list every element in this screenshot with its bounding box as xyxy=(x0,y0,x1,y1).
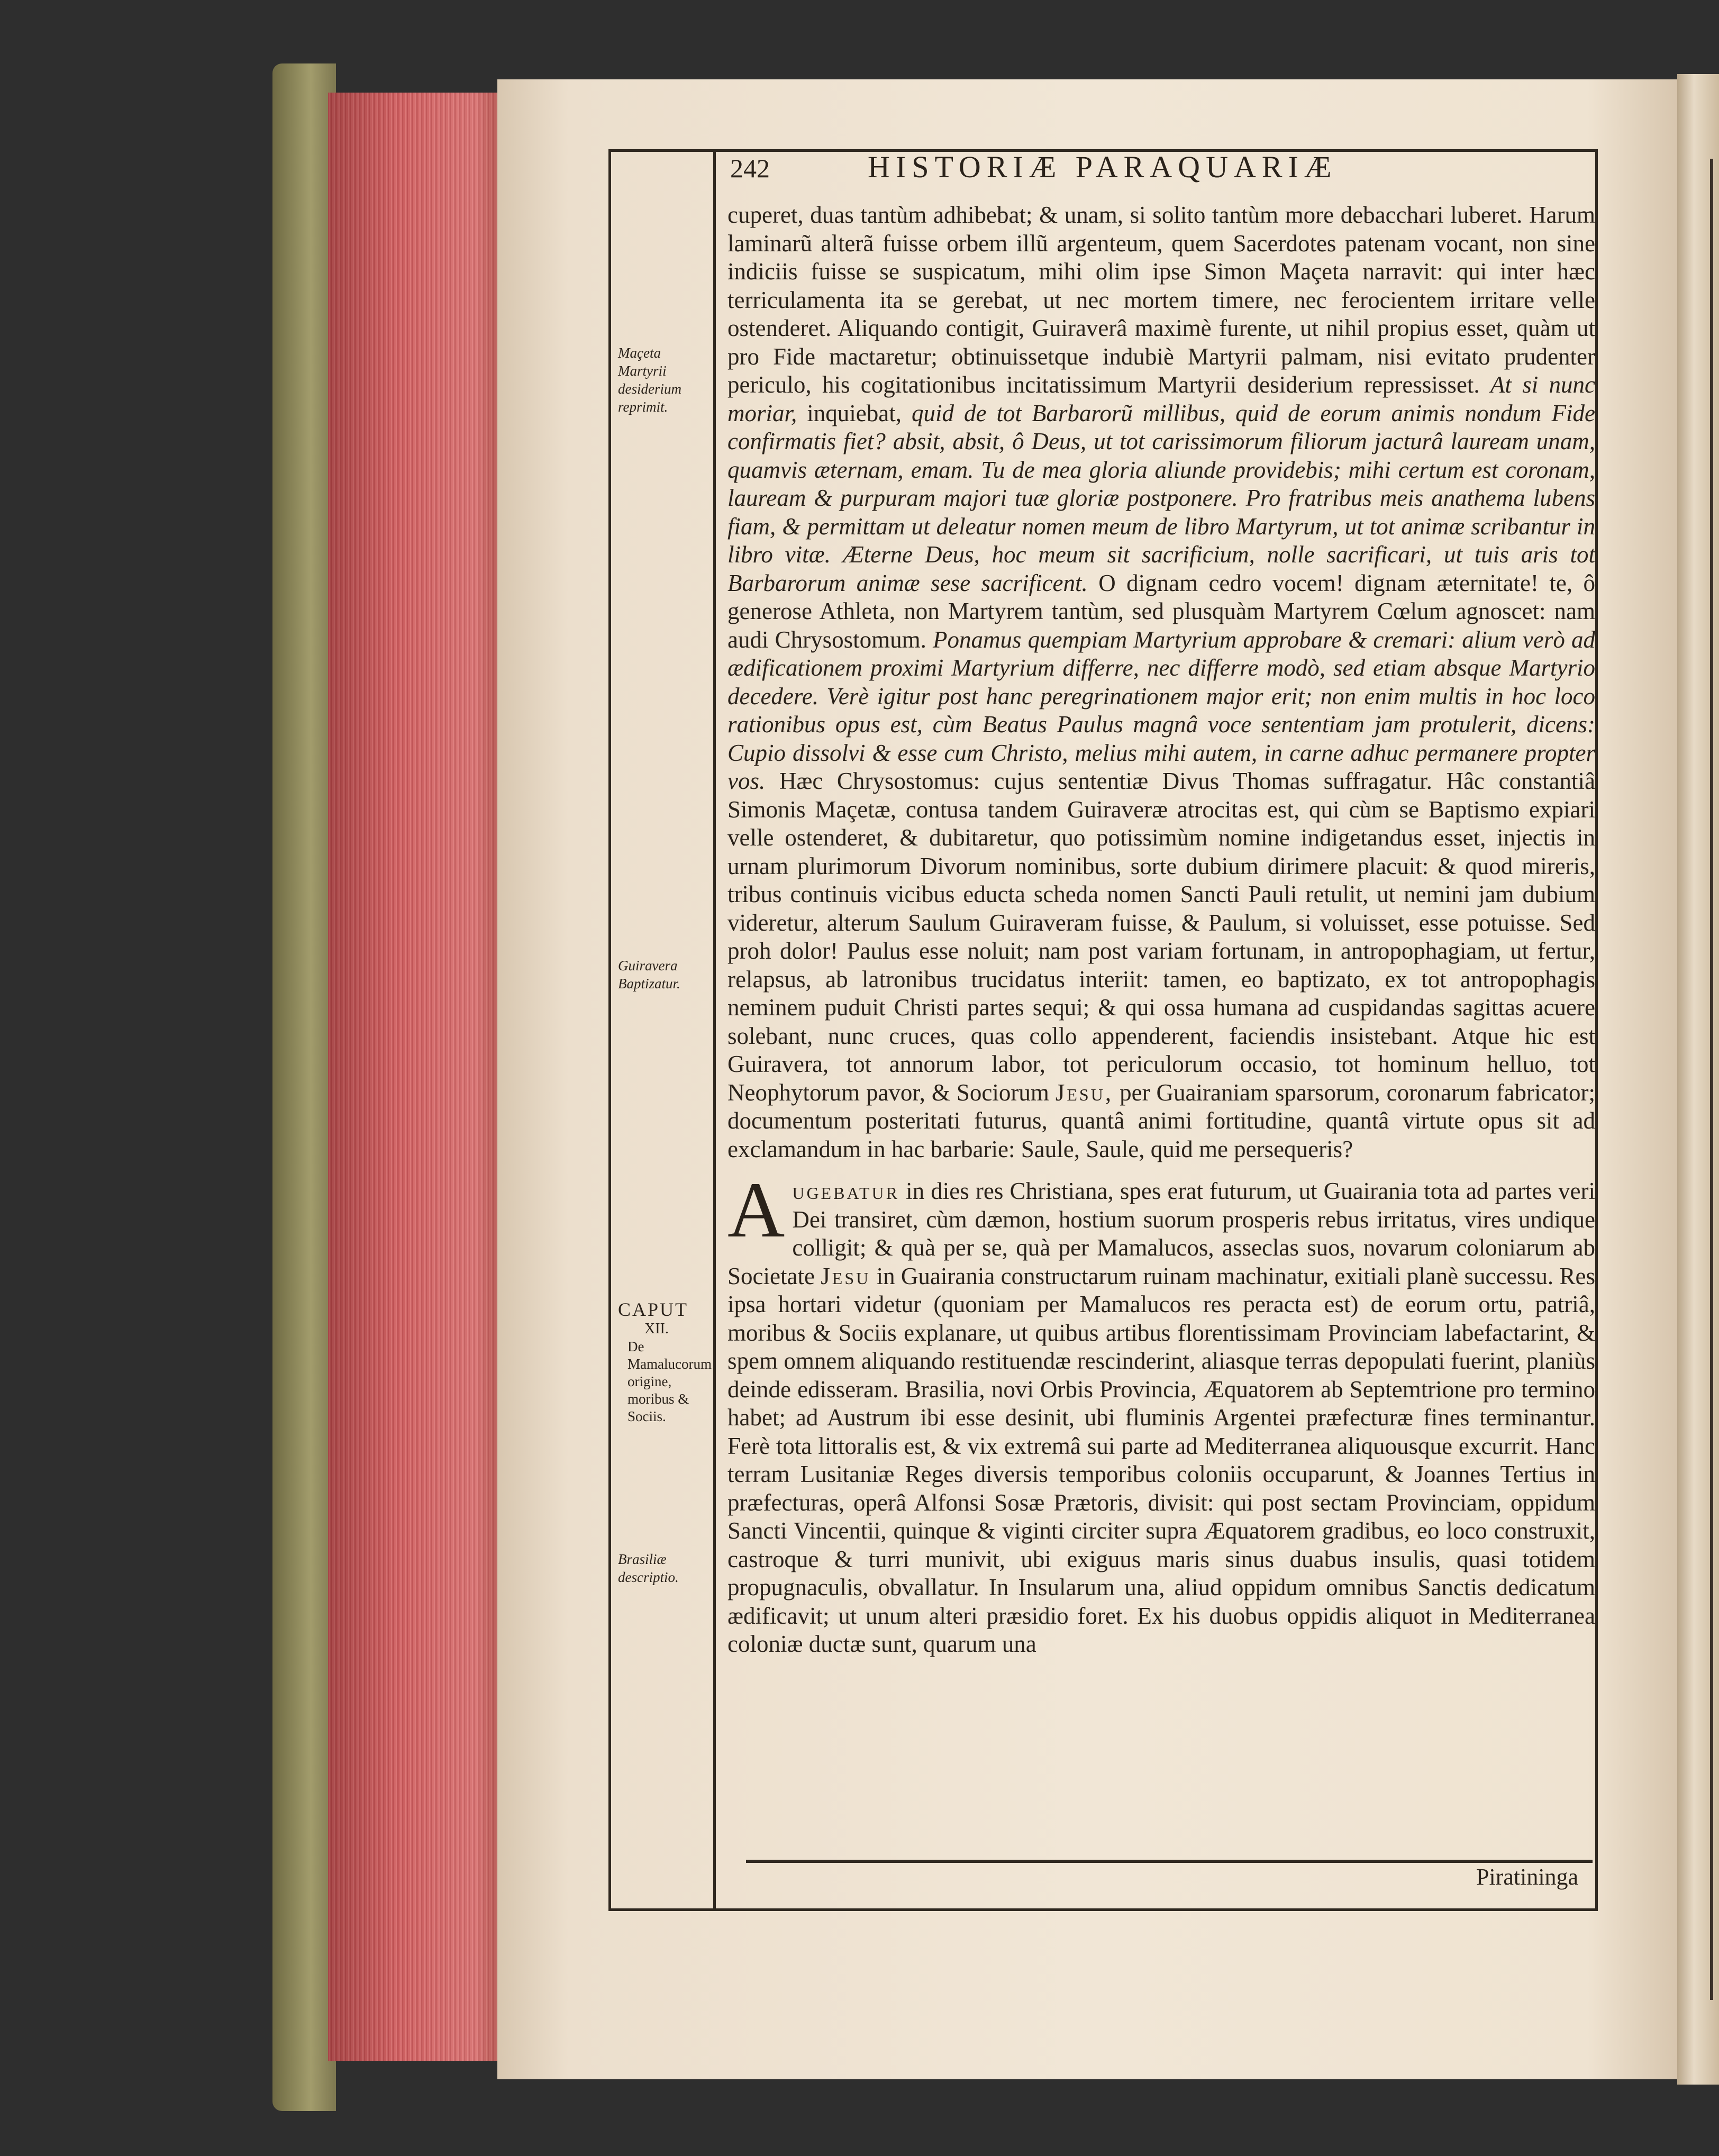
text-run: Hæc Chrysostomus: cujus sententiæ Divus Thomas suffragatur. Hâc constantiâ Simonis Maçetæ, contusa tandem Guiraveræ atrocitas est, qui cùm se Baptismo expiari velle ostenderet, & dubitaretur, quo potissimùm nomine indigetandus esset, injectis in urnam plurimorum Divorum nominibus, sorte dubium dirimere placuit: & quod mireris, tribus continuis vicibus educta scheda nomen Sancti Pauli retulit, ut nemini jam dubium videretur, alterum Saulum Guiraveram fuisse, & Paulum, si voluisset, esse potuisse. Sed proh dolor! Paulus esse noluit; nam post variam fortunam, in antropophagiam, ut fertur, relapsus, ab latronibus trucidatus interiit: tamen, eo baptizato, ex tot antropophagis neminem puduit Christi partes sequi; & qui ossa humana ad cuspidandas sagittas acuere solebant, nunc cruces, quas collo appenderent, faciendis insistebant. Atque hic est Guiravera, tot annorum labor, tot periculorum occasio, tot hominum helluo, tot Neophytorum pavor, & Sociorum xyxy=(727,768,1595,1106)
paragraph-1 xyxy=(727,201,1595,1163)
chapter-number: XII. xyxy=(644,1321,669,1337)
page-edges-shade xyxy=(328,93,503,2061)
text-run: in dies res Christiana, spes erat futurum, ut Guairania tota ad partes veri Dei transiret, cùm dæmon, hostium suorum prosperis rebus irritatus, vires undique colligit; & quà per se, quà per Mamalucos, asseclas suos, novarum coloniarum ab Societate xyxy=(727,1178,1596,1289)
chapter-heading: CAPUT xyxy=(618,1299,689,1320)
body-text xyxy=(727,201,1595,1659)
book-cover xyxy=(272,63,336,2111)
paragraph-2 xyxy=(727,1166,1596,1659)
text-run-italic: quid de tot Barbarorũ millibus, quid de eorum animis nondum Fide confirmatis fiet? absit, absit, ô Deus, ut tot carissimorum filiorum jacturâ lauream unam, quamvis æternam, emam. Tu de mea gloria aliunde providebis; mihi certum est coronam, lauream & purpuram majori tuæ gloriæ postponere. Pro fratribus meis anathema lubens fiam, & permittam ut deleatur nomen meum de libro Martyrum, ut tot animæ scribantur in libro vitæ. Æterne Deus, hoc meum sit sacrificium, nolle sacrificari, ut tuis aris tot Barbarorum animæ sese sacrificent. xyxy=(727,399,1596,596)
page-number: 242 xyxy=(730,153,770,183)
chapter-marker xyxy=(618,1299,712,1425)
catchword: Piratininga xyxy=(1476,1864,1579,1890)
text-run-italic: Ponamus quempiam Martyrium approbare & cremari: alium verò ad ædificationem proximi Martyrium differre, nec differre modò, sed etiam absque Martyrio decedere. Verè igitur post hanc peregrinationem major erit; non enim multis in hoc loco rationibus opus est, cùm Beatus Paulus magnâ voce sententiam jam protulerit, dicens: Cupio dissolvi & esse cum Christo, melius mihi autem, in carne adhuc permanere propter vos. xyxy=(727,626,1595,794)
margin-divider xyxy=(713,149,716,1911)
running-title: HISTORIÆ PARAQUARIÆ xyxy=(868,150,1338,184)
drop-cap: A xyxy=(727,1166,785,1254)
text-run: per Guairaniam sparsorum, coronarum fabricator; documentum posteritati futurus, quantâ animi fortitudine, quantâ virtute opus sit ad exclamandum in hac barbarie: Saule, Saule, quid me persequeris? xyxy=(727,1079,1595,1162)
margin-note-guiravera: Guiravera Baptizatur. xyxy=(618,958,680,991)
bottom-rule xyxy=(746,1860,1593,1863)
margin-note-brasilia: Brasiliæ descriptio. xyxy=(618,1551,679,1585)
text-run: O dignam cedro vocem! dignam æternitate! te, ô generose Athleta, non Martyrem tantùm, sed plusquàm Martyrem Cœlum agnoscet: nam audi Chrysostomum. xyxy=(727,569,1596,653)
text-run-smallcaps: ugebatur xyxy=(792,1178,899,1204)
text-run: inquiebat, xyxy=(807,399,902,426)
text-run: in Guairania constructarum ruinam machinatur, exitiali planè successu. Res ipsa hortari videtur (quoniam per Mamalucos res peracta est) de eorum ortu, patriâ, moribus & Sociis explanare, ut quibus artibus florentissimam Provinciam labefactarint, & spem omnem aliquando restituendæ rescinderint, aliasque terras depopulati fuerint, planiùs deinde edisseram. Brasilia, novi Orbis Provincia, Æquatorem ab Septemtrione pro termino habet; ad Austrum ibi esse desinit, ubi fluminis Argentei præfecturæ fines terminantur. Ferè tota littoralis est, & vix extremâ sui parte ad Mediterranea aliquousque excurrit. Hanc terram Lusitaniæ Reges diversis temporibus coloniis occuparunt, & Joannes Tertius in præfecturas, operâ Alfonsi Sosæ Prætoris, divisit: qui post sectam Provinciam, oppidum Sancti Vincentii, quinque & viginti circiter supra Æquatorem gradibus, eo loco construxit, castroque & turri munivit, ubi exiguus maris sinus duabus insulis, quasi totidem propugnaculis, obvallatur. In Insularum una, aliud oppidum omnibus Sanctis dedicatum ædificavit; ut unum alteri præsidio foret. Ex his duobus oppidis aliquot in Mediterranea coloniæ ductæ sunt, quarum una xyxy=(727,1262,1596,1657)
text-run-smallcaps: Jesu, xyxy=(1055,1079,1114,1106)
text-run: cuperet, duas tantùm adhibebat; & unam, si solito tantùm more debacchari luberet. Harum laminarũ alterã fuisse orbem illũ argenteum, quem Sacerdotes patenam vocant, non sine indiciis fuisse se suspicatum, mihi olim ipse Simon Maçeta narravit: qui inter hæc terriculamenta ita se gerebat, ut nec mortem timere, nec ferocientem irritare velle ostenderet. Aliquando contigit, Guiraverâ maximè furente, ut nihil propius esset, quàm ut pro Fide mactaretur; obtinuissetque indubiè Martyrii palmam, nisi evitato prudenter periculo, his cogitationibus incitatissimum Martyrii desiderium repressisset. xyxy=(727,202,1595,398)
next-page-border xyxy=(1710,159,1713,2000)
chapter-summary: De Mamalucorum origine, moribus & Sociis. xyxy=(627,1339,712,1424)
margin-note-maceta: Maçeta Martyrii desiderium reprimit. xyxy=(618,345,681,415)
text-run-smallcaps: Jesu xyxy=(821,1262,871,1289)
text-run-italic: At si nunc moriar, xyxy=(727,371,1595,426)
